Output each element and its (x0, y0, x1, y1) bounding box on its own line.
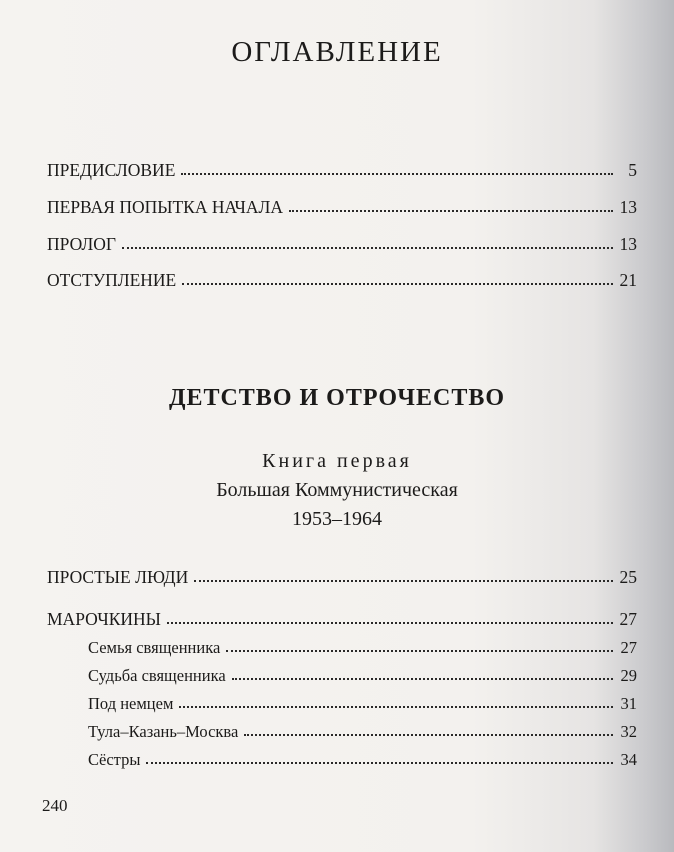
toc-entry[interactable] (47, 562, 637, 588)
leader-dots (244, 734, 613, 736)
toc-subentry[interactable] (88, 716, 637, 742)
toc-entry-label: ПРОСТЫЕ ЛЮДИ (47, 567, 189, 587)
toc-subentry-page: 32 (620, 722, 637, 741)
toc-entry-page: 13 (619, 197, 637, 217)
page-title: ОГЛАВЛЕНИЕ (231, 36, 443, 68)
toc-entry-page: 21 (619, 270, 637, 290)
toc-entry[interactable] (47, 265, 637, 291)
leader-dots (179, 706, 613, 708)
toc-entry-page: 27 (619, 609, 637, 629)
leader-dots (122, 247, 613, 249)
toc-subentry-label: Под немцем (88, 694, 174, 713)
book-number: Книга первая (262, 450, 412, 472)
leader-dots (226, 650, 613, 652)
toc-entry[interactable] (47, 229, 637, 255)
toc-subentry[interactable] (88, 632, 637, 658)
page-number: 240 (42, 796, 68, 815)
leader-dots (232, 678, 613, 680)
leader-dots (289, 210, 613, 212)
leader-dots (181, 173, 613, 175)
toc-entry[interactable] (47, 604, 637, 630)
toc-entry-page: 13 (619, 234, 637, 254)
toc-subentry[interactable] (88, 744, 637, 770)
toc-entry-page: 5 (628, 160, 637, 180)
leader-dots (167, 622, 613, 624)
toc-subentry-page: 29 (620, 666, 637, 685)
toc-entry-label: ПРОЛОГ (47, 234, 116, 254)
toc-subentry-page: 27 (620, 638, 637, 657)
toc-entry-label: ПРЕДИСЛОВИЕ (47, 160, 176, 180)
toc-subentry[interactable] (88, 688, 637, 714)
toc-entry[interactable] (47, 192, 637, 218)
toc-subentry-page: 31 (620, 694, 637, 713)
leader-dots (194, 580, 613, 582)
toc-entry-label: МАРОЧКИНЫ (47, 609, 161, 629)
toc-subentry-label: Сёстры (88, 750, 141, 769)
toc-entry-label: ОТСТУПЛЕНИЕ (47, 270, 177, 290)
book-years: 1953–1964 (292, 508, 382, 530)
toc-subentry-page: 34 (620, 750, 637, 769)
book-title: Большая Коммунистическая (216, 479, 458, 501)
toc-subentry[interactable] (88, 660, 637, 686)
section-heading: ДЕТСТВО И ОТРОЧЕСТВО (168, 385, 506, 411)
leader-dots (182, 283, 613, 285)
toc-subentry-label: Семья священника (88, 638, 221, 657)
toc-entry-label: ПЕРВАЯ ПОПЫТКА НАЧАЛА (47, 197, 284, 217)
toc-subentry-label: Судьба священника (88, 666, 226, 685)
toc-subentry-label: Тула–Казань–Москва (88, 722, 239, 741)
toc-entry[interactable] (47, 155, 637, 181)
toc-entry-page: 25 (619, 567, 637, 587)
leader-dots (146, 762, 613, 764)
